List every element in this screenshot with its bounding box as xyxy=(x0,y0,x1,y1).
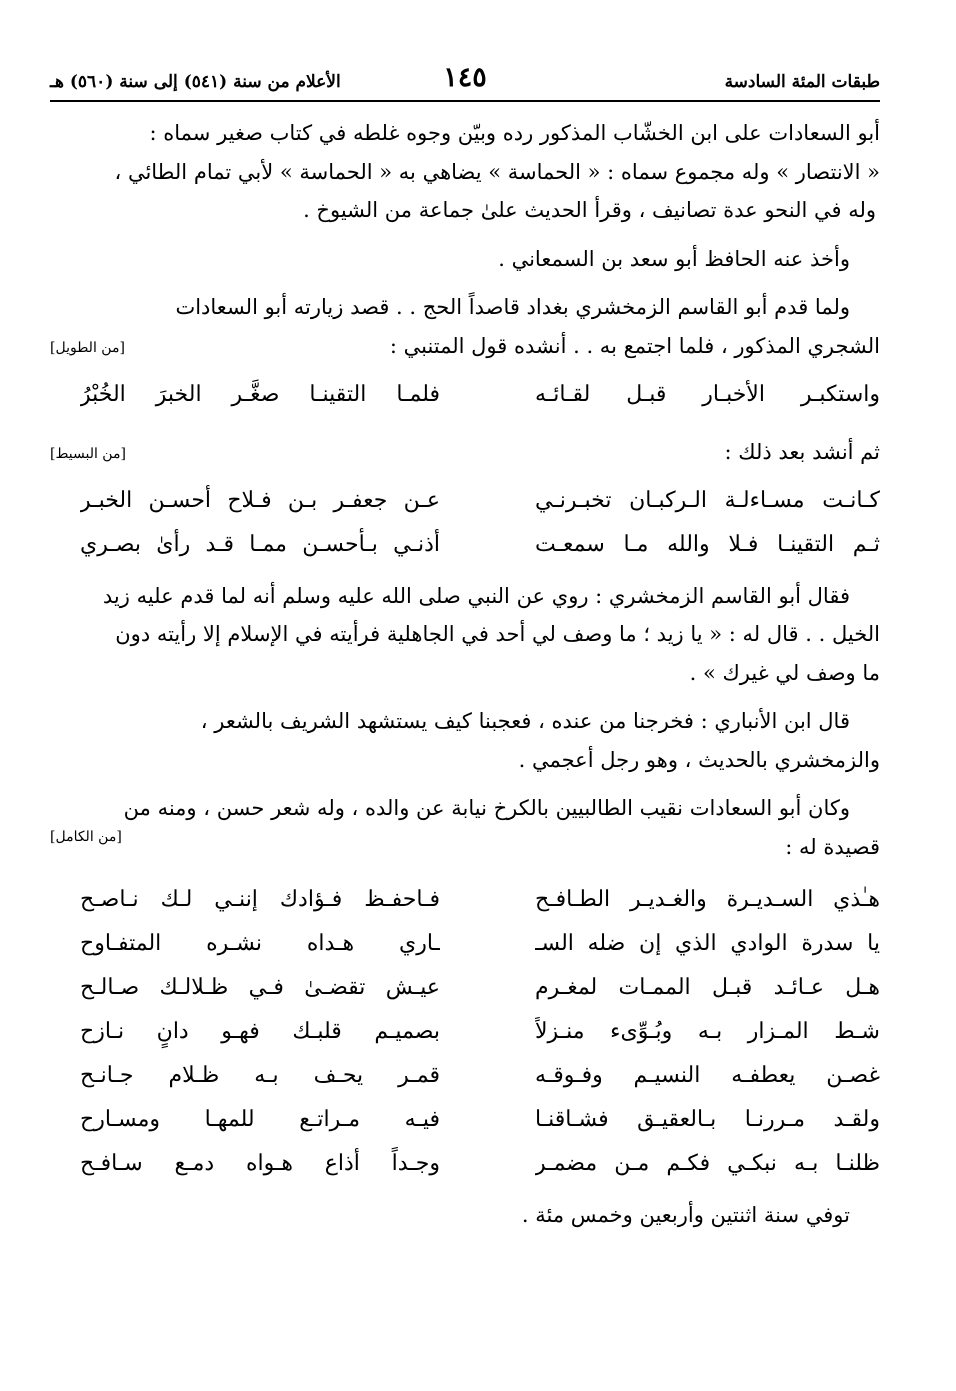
verse-line xyxy=(50,966,880,1010)
hemistich-left: فلمـا التقينـا صغَّـر الخبرَ الخُبْرُ xyxy=(80,381,440,407)
hemistich-right: ظلنـا بـه نبكـي فكـم مـن مضمـر xyxy=(535,1150,880,1176)
verse-intro: ثم أنشد بعد ذلك : xyxy=(724,439,880,464)
text-line: ولما قدم أبو القاسم الزمخشري بغداد قاصداً الحج . . قصد زيارته أبو السعادات xyxy=(175,295,850,319)
hemistich-left: ـاري هـداه نشـره المتفـاوح xyxy=(80,930,440,956)
header-range-title: الأعلام من سنة (٥٤١) إلى سنة (٥٦٠) هـ xyxy=(50,72,341,92)
text-line: الخيل . . قال له : « يا زيد ؛ ما وصف لي أحد في الجاهلية فرأيته في الإسلام إلا رأيته دون xyxy=(115,622,880,646)
verse-line xyxy=(50,479,880,523)
text-line: « الانتصار » وله مجموع سماه : « الحماسة » يضاهي به « الحماسة » لأبي تمام الطائي ، xyxy=(114,159,880,184)
line-with-meter xyxy=(50,327,880,365)
verse-intro: قصيدة له : xyxy=(785,834,880,859)
hemistich-right: ولقـد مـررنـا بـالعقيـق فشـاقنـا xyxy=(535,1106,880,1132)
hemistich-left: عيـش تقضـىٰ فـي ظـلالـك صـالـح xyxy=(80,974,440,1000)
hemistich-right: واستكبـر الأخبـار قبـل لقـائـه xyxy=(535,381,880,407)
paragraph-sam-ani: وأخذ عنه الحافظ أبو سعد بن السمعاني . xyxy=(498,246,850,271)
text-line: فقال أبو القاسم الزمخشري : روي عن النبي صلى الله عليه وسلم أنه لما قدم عليه زيد xyxy=(102,583,850,608)
hemistich-right: غصـن يعطفـه النسيـم وفـوقـه xyxy=(535,1062,880,1088)
hemistich-left: وجـداً أذاع هـواه دمـع سـافـح xyxy=(80,1150,440,1176)
meter-label: [من الكامل] xyxy=(50,828,122,845)
paragraph-hadith xyxy=(50,577,880,693)
meter-label: [من البسيط] xyxy=(50,445,126,462)
hemistich-left: أذنـي بـأحسـن ممـا قـد رأىٰ بصـري xyxy=(80,531,440,557)
verse-line xyxy=(50,1054,880,1098)
paragraph-zamakhshari-visit xyxy=(50,288,880,365)
hemistich-left: بصميـم قلبـك فهـو دانٍ نـازح xyxy=(80,1018,440,1044)
verse-line xyxy=(50,1142,880,1186)
line-with-meter xyxy=(50,433,880,471)
verse-line xyxy=(50,1010,880,1054)
text-line: ما وصف لي غيرك » . xyxy=(689,660,880,685)
hemistich-right: هـل عـائـد قبـل الممـات لمغـرم xyxy=(535,974,880,1000)
text-line: وله في النحو عدة تصانيف ، وقرأ الحديث علىٰ جماعة من الشيوخ . xyxy=(303,198,876,222)
text-line: أبو السعادات على ابن الخشّاب المذكور رده وبيّن وجوه غلطه في كتاب صغير سماه : xyxy=(149,121,880,145)
poem-basit xyxy=(50,479,880,567)
verse-line xyxy=(50,523,880,567)
hemistich-left: قمـر يحـف بـه ظـلام جـانـح xyxy=(80,1062,440,1088)
hemistich-right: يا سدرة الوادي الذي إن ضله السـ xyxy=(535,930,880,956)
meter-label: [من الطويل] xyxy=(50,339,125,356)
hemistich-right: هـٰذي السـديـرة والغـديـر الطـافـح xyxy=(535,886,880,912)
hemistich-right: ثـم التقينـا فـلا والله مـا سمعـت xyxy=(535,531,880,557)
hemistich-right: كـانـت مسـاءلـة الـركبـان تخبـرنـي xyxy=(535,487,880,513)
verse-line xyxy=(50,878,880,922)
header-section-title: طبقات المئة السادسة xyxy=(724,72,880,92)
hemistich-right: شـط المـزار بـه وبُـوِّىء منـزلاً xyxy=(535,1018,880,1044)
paragraph-naqib: وكان أبو السعادات نقيب الطالبيين بالكرخ نيابة عن والده ، وله شعر حسن ، ومنه من xyxy=(123,796,850,820)
verse-line xyxy=(50,1098,880,1142)
line-with-meter xyxy=(50,828,880,866)
text-line: والزمخشري بالحديث ، وهو رجل أعجمي . xyxy=(518,747,880,772)
text-line: الشجري المذكور ، فلما اجتمع به . . أنشده قول المتنبي : xyxy=(389,333,880,358)
page xyxy=(50,60,880,1234)
verse-line xyxy=(50,922,880,966)
text-line: قال ابن الأنباري : فخرجنا من عنده ، فعجبنا كيف يستشهد الشريف بالشعر ، xyxy=(200,709,850,733)
page-number: ١٤٥ xyxy=(443,62,487,93)
paragraph-anbari xyxy=(50,702,880,779)
hemistich-left: فيـه مـراتـع للمهـا ومسـارح xyxy=(80,1106,440,1132)
paragraph-ibn-khashshab xyxy=(50,114,880,230)
verse-line xyxy=(50,373,880,417)
paragraph-death-date: توفي سنة اثنتين وأربعين وخمس مئة . xyxy=(521,1202,850,1227)
running-header xyxy=(50,60,880,102)
hemistich-left: عـن جعفـر بـن فـلاح أحسـن الخبـر xyxy=(80,487,440,513)
hemistich-left: فـاحفـظ فـؤادك إننـي لـك نـاصـح xyxy=(80,886,440,912)
poem-kamil xyxy=(50,878,880,1186)
